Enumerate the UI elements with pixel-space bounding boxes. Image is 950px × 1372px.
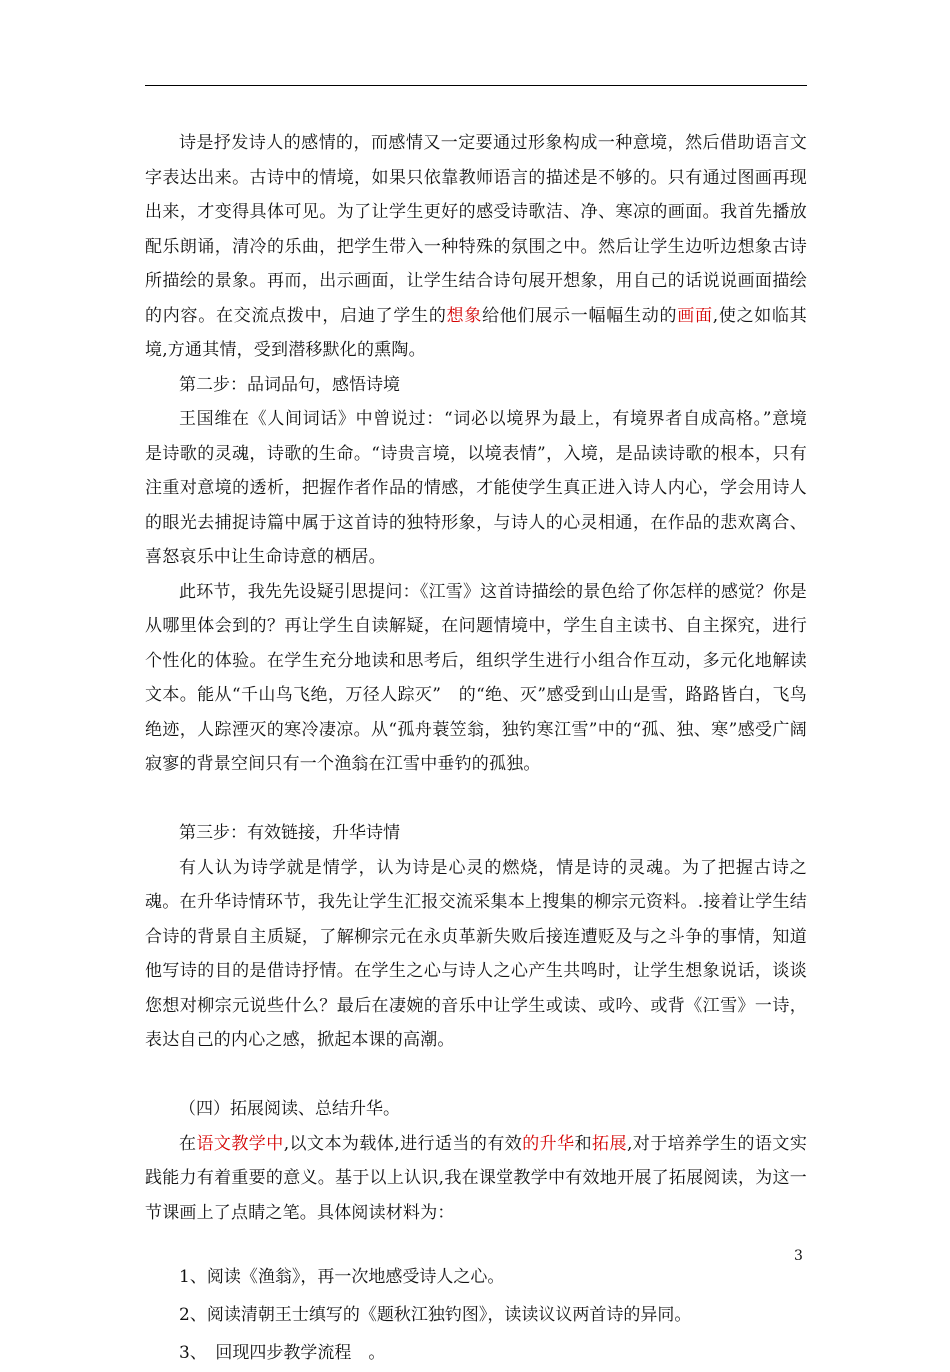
paragraph-sublimation: 有人认为诗学就是情学，认为诗是心灵的燃烧，情是诗的灵魂。为了把握古诗之魂。在升华诗情环节，我先让学生汇报交流采集本上搜集的柳宗元资料。.接着让学生结合诗的背景自主质疑，了解柳宗元在永贞革新失败后接连遭贬及与之斗争的事情，知道他写诗的目的是借诗抒情。在学生之心与诗人之心产生共鸣时，让学生想象说话，谈谈您想对柳宗元说些什么？最后在凄婉的音乐中让学生或读、或吟、或背《江雪》一诗，表达自己的内心之感，掀起本课的高潮。 — [145, 857, 807, 1050]
highlight-extension: 拓展 — [592, 1133, 627, 1154]
paragraph-text: ,使之如临其境,方通其情，受到潜移默化的熏陶。 — [145, 305, 807, 360]
paragraph-questioning: 此环节，我先先设疑引思提问：《江雪》这首诗描绘的景色给了你怎样的感觉？你是从哪里体会到的？再让学生自读解疑，在问题情境中，学生自主读书、自主探究，进行个性化的体验。在学生充分地读和思考后，组织学生进行小组合作互动，多元化地解读文本。能从“千山鸟飞绝，万径人踪灭” 的“绝、灭”感受到山山是雪，路路皆白，飞鸟绝迹，人踪湮灭的寒冷凄凉。从“孤舟蓑笠翁，独钓寒江雪”中的“孤、独、寒”感受广阔寂寥的背景空间只有一个渔翁在江雪中垂钓的孤独。 — [145, 581, 807, 774]
paragraph-extended-reading — [145, 1127, 807, 1231]
paragraph-text: ,对于培养学生的语文实践能力有着重要的意义。基于以上认识,我在课堂教学中有效地开展了拓展阅读，为这一节课画上了点睛之笔。具体阅读材料为： — [145, 1133, 808, 1223]
paragraph-imagery — [145, 126, 807, 368]
paragraph-text: 诗是抒发诗人的感情的，而感情又一定要通过形象构成一种意境，然后借助语言文字表达出来。古诗中的情境，如果只依靠教师语言的描述是不够的。只有通过图画再现出来，才变得具体可见。为了让学生更好的感受诗歌洁、净、寒凉的画面。我首先播放配乐朗诵，清冷的乐曲，把学生带入一种特殊的氛围之中。然后让学生边听边想象古诗所描绘的景象。再而，出示画面，让学生结合诗句展开想象，用自己的话说说画面描绘的内容。在交流点拨中，启迪了学生的 — [145, 133, 807, 326]
paragraph-wang-guowei: 王国维在《人间词话》中曾说过：“词必以境界为最上，有境界者自成高格。”意境是诗歌的灵魂，诗歌的生命。“诗贵言境，以境表情”，入境，是品读诗歌的根本，只有注重对意境的透析，把握作者作品的情感，才能使学生真正进入诗人内心，学会用诗人的眼光去捕捉诗篇中属于这首诗的独特形象，与诗人的心灵相通，在作品的悲欢离合、喜怒哀乐中让生命诗意的栖居。 — [145, 409, 807, 567]
document-body — [145, 126, 807, 1372]
list-item: 1、阅读《渔翁》，再一次地感受诗人之心。 — [179, 1267, 505, 1287]
highlight-picture: 画面 — [677, 305, 713, 326]
step-three-heading: 第三步：有效链接，升华诗情 — [179, 823, 400, 843]
highlight-imagination: 想象 — [446, 305, 483, 326]
highlight-chinese-teaching: 语文教学中 — [196, 1133, 284, 1154]
paragraph-text: 在 — [179, 1133, 197, 1154]
paragraph-text: 给他们展示一幅幅生动的 — [482, 305, 678, 326]
paragraph-text: ,以文本为载体,进行适当的有效 — [283, 1133, 523, 1154]
header-rule — [145, 85, 807, 86]
page-number: 3 — [794, 1248, 803, 1264]
section-four-heading: （四）拓展阅读、总结升华。 — [179, 1099, 400, 1119]
list-item: 3、 回现四步教学流程 。 — [179, 1343, 386, 1363]
paragraph-text: 和 — [574, 1133, 593, 1154]
list-item: 2、阅读清朝王士缜写的《题秋江独钓图》，读读议议两首诗的异同。 — [179, 1305, 692, 1325]
step-two-heading: 第二步：品词品句，感悟诗境 — [179, 374, 400, 395]
highlight-sublimation: 的升华 — [522, 1133, 575, 1154]
